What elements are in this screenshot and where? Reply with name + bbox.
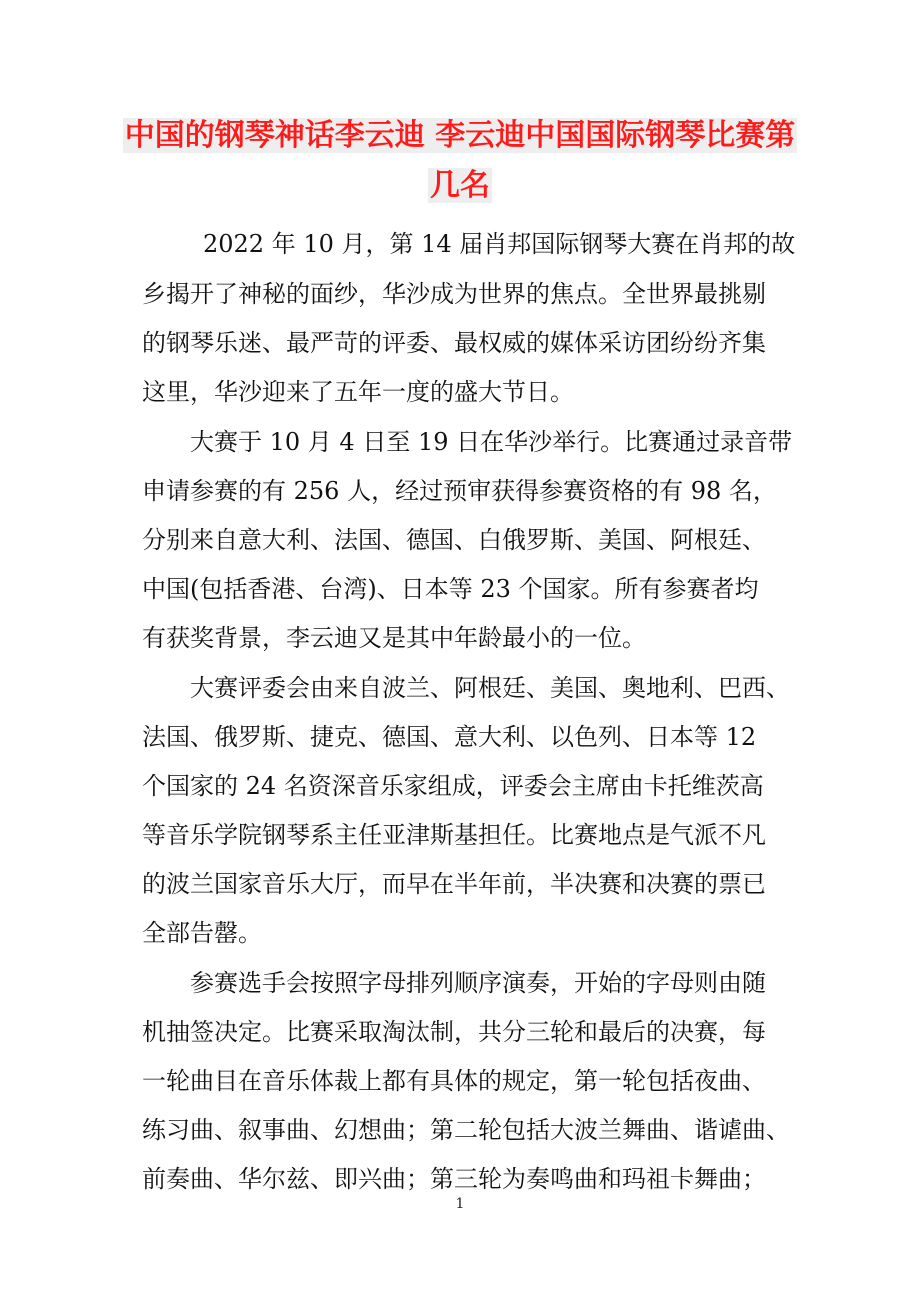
document-title-line-1 xyxy=(0,114,920,158)
paragraph-3-line-1: 大赛评委会由来自波兰、阿根廷、美国、奥地利、巴西、 xyxy=(190,674,790,702)
paragraph-2-line-2: 申请参赛的有 256 人，经过预审获得参赛资格的有 98 名， xyxy=(142,477,777,505)
title-text-2: 几名 xyxy=(430,168,490,203)
paragraph-2-line-4: 中国(包括香港、台湾)、日本等 23 个国家。所有参赛者均 xyxy=(142,575,759,603)
page-number: 1 xyxy=(455,1196,465,1212)
paragraph-2-line-1: 大赛于 10 月 4 日至 19 日在华沙举行。比赛通过录音带 xyxy=(190,428,793,456)
title-text-1: 中国的钢琴神话李云迪 李云迪中国国际钢琴比赛第 xyxy=(124,118,796,153)
paragraph-3-line-5: 的波兰国家音乐大厅，而早在半年前，半决赛和决赛的票已 xyxy=(142,870,766,898)
paragraph-2-line-5: 有获奖背景，李云迪又是其中年龄最小的一位。 xyxy=(142,624,646,652)
paragraph-4-line-3: 一轮曲目在音乐体裁上都有具体的规定，第一轮包括夜曲、 xyxy=(142,1067,766,1095)
paragraph-1-line-1: 2022 年 10 月，第 14 届肖邦国际钢琴大赛在肖邦的故 xyxy=(203,230,796,258)
paragraph-4-line-5: 前奏曲、华尔兹、即兴曲；第三轮为奏鸣曲和玛祖卡舞曲； xyxy=(142,1165,766,1193)
paragraph-1-line-3: 的钢琴乐迷、最严苛的评委、最权威的媒体采访团纷纷齐集 xyxy=(142,329,766,357)
paragraph-4-line-2: 机抽签决定。比赛采取淘汰制，共分三轮和最后的决赛，每 xyxy=(142,1018,766,1046)
paragraph-2-line-3: 分别来自意大利、法国、德国、白俄罗斯、美国、阿根廷、 xyxy=(142,526,766,554)
paragraph-3-line-3: 个国家的 24 名资深音乐家组成，评委会主席由卡托维茨高 xyxy=(142,772,764,800)
paragraph-3-line-6: 全部告罄。 xyxy=(142,919,262,947)
paragraph-3-line-2: 法国、俄罗斯、捷克、德国、意大利、以色列、日本等 12 xyxy=(142,723,757,751)
document-title-line-2 xyxy=(0,164,920,208)
paragraph-4-line-1: 参赛选手会按照字母排列顺序演奏，开始的字母则由随 xyxy=(190,969,766,997)
paragraph-1-line-4: 这里，华沙迎来了五年一度的盛大节日。 xyxy=(142,378,574,406)
paragraph-1-line-2: 乡揭开了神秘的面纱，华沙成为世界的焦点。全世界最挑剔 xyxy=(142,280,766,308)
paragraph-3-line-4: 等音乐学院钢琴系主任亚津斯基担任。比赛地点是气派不凡 xyxy=(142,821,766,849)
paragraph-4-line-4: 练习曲、叙事曲、幻想曲；第二轮包括大波兰舞曲、谐谑曲、 xyxy=(142,1116,790,1144)
